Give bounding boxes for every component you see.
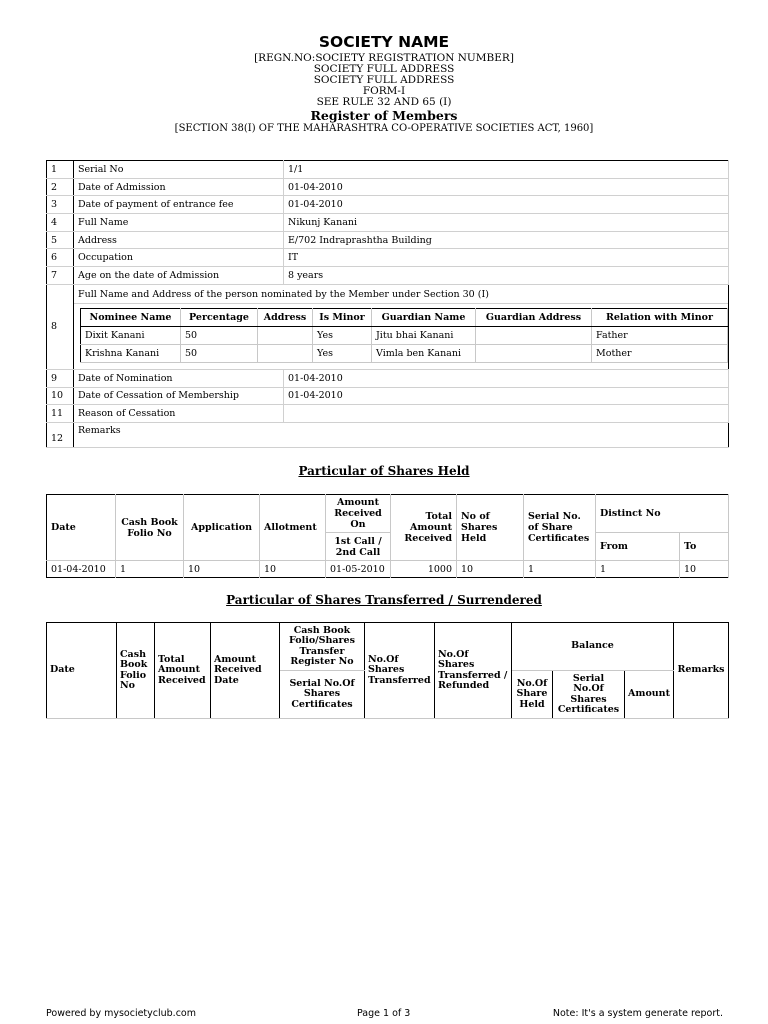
column-header: Application (184, 495, 260, 561)
row-number: 4 (47, 214, 74, 232)
table-row (47, 249, 729, 267)
nominee-address (258, 326, 313, 344)
field-value: 1/1 (284, 161, 729, 179)
nominee-percentage: 50 (181, 326, 258, 344)
registration-number: [REGN.NO:SOCIETY REGISTRATION NUMBER] (254, 52, 514, 64)
row-number: 6 (47, 249, 74, 267)
share-serial-no: 1 (524, 561, 596, 578)
row-number: 10 (47, 387, 74, 405)
field-value: IT (284, 249, 729, 267)
table-row (47, 369, 729, 387)
share-to: 10 (680, 561, 729, 578)
row-number: 9 (47, 369, 74, 387)
field-label: Reason of Cessation (74, 405, 284, 423)
field-value: 01-04-2010 (284, 369, 729, 387)
table-row (47, 387, 729, 405)
column-header: Date (47, 495, 116, 561)
field-label: Date of Cessation of Membership (74, 387, 284, 405)
nominee-name: Dixit Kanani (81, 326, 181, 344)
field-value: 8 years (284, 267, 729, 285)
column-header: From (596, 533, 680, 561)
relation-with-minor: Mother (592, 344, 728, 362)
field-value: E/702 Indraprashtha Building (284, 231, 729, 249)
nominee-cell (74, 284, 729, 369)
column-header: Nominee Name (81, 308, 181, 326)
row-number: 8 (47, 284, 74, 369)
field-value (284, 405, 729, 423)
column-header: No.Of Shares Transferred / Refunded (435, 623, 512, 719)
column-header: Amount (625, 671, 674, 719)
field-label: Date of payment of entrance fee (74, 196, 284, 214)
field-label: Age on the date of Admission (74, 267, 284, 285)
row-number: 11 (47, 405, 74, 423)
nominee-table (80, 308, 728, 363)
column-header: Total Amount Received (391, 495, 457, 561)
field-label: Full Name (74, 214, 284, 232)
field-value: 01-04-2010 (284, 196, 729, 214)
column-header: Address (258, 308, 313, 326)
powered-by: Powered by mysocietyclub.com (46, 1008, 196, 1019)
column-header: Total Amount Received (155, 623, 211, 719)
society-address-line-1: SOCIETY FULL ADDRESS (313, 63, 455, 75)
remarks-label: Remarks (74, 422, 729, 447)
column-header: Amount Received Date (211, 623, 280, 719)
table-row (47, 267, 729, 285)
remarks-row (47, 422, 729, 447)
field-label: Occupation (74, 249, 284, 267)
column-header: Cash Book Folio No (116, 495, 184, 561)
table-row (47, 178, 729, 196)
shares-header-row (47, 495, 729, 533)
share-count: 10 (457, 561, 524, 578)
column-header: Remarks (674, 623, 729, 719)
row-number: 1 (47, 161, 74, 179)
share-total-amount: 1000 (391, 561, 457, 578)
register-title: Register of Members (310, 108, 458, 123)
share-from: 1 (596, 561, 680, 578)
report-note: Note: It's a system generate report. (552, 1008, 723, 1019)
column-header: No of Shares Held (457, 495, 524, 561)
row-number: 5 (47, 231, 74, 249)
shares-held-title: Particular of Shares Held (298, 464, 470, 478)
share-date: 01-04-2010 (47, 561, 116, 578)
table-row (47, 231, 729, 249)
guardian-address (476, 326, 592, 344)
nominee-caption: Full Name and Address of the person nominated by the Member under Section 30 (I) (74, 287, 728, 304)
column-header: Cash Book Folio/Shares Transfer Register No (280, 623, 365, 671)
column-header: Allotment (260, 495, 326, 561)
column-header: Guardian Name (372, 308, 476, 326)
shares-held-table (46, 494, 729, 578)
column-header: 1st Call / 2nd Call (326, 533, 391, 561)
row-number: 2 (47, 178, 74, 196)
nominee-percentage: 50 (181, 344, 258, 362)
column-header: Is Minor (313, 308, 372, 326)
column-header: Serial No. of Share Certificates (524, 495, 596, 561)
row-number: 7 (47, 267, 74, 285)
table-row (81, 326, 728, 344)
table-row (47, 161, 729, 179)
row-number: 12 (47, 422, 74, 447)
column-header: Serial No.Of Shares Certificates (280, 671, 365, 719)
relation-with-minor: Father (592, 326, 728, 344)
field-value: Nikunj Kanani (284, 214, 729, 232)
nominee-name: Krishna Kanani (81, 344, 181, 362)
nominee-is-minor: Yes (313, 344, 372, 362)
table-row (47, 405, 729, 423)
share-application: 10 (184, 561, 260, 578)
column-header: Balance (512, 623, 674, 671)
page-number: Page 1 of 3 (357, 1008, 411, 1019)
share-allotment: 10 (260, 561, 326, 578)
table-row (47, 561, 729, 578)
guardian-name: Jitu bhai Kanani (372, 326, 476, 344)
field-label: Serial No (74, 161, 284, 179)
shares-transferred-title: Particular of Shares Transferred / Surrendered (226, 593, 542, 607)
field-label: Address (74, 231, 284, 249)
guardian-address (476, 344, 592, 362)
column-header: Date (47, 623, 117, 719)
nominee-is-minor: Yes (313, 326, 372, 344)
form-number: FORM-I (362, 85, 406, 97)
transfer-header-row (47, 623, 729, 671)
nominee-address (258, 344, 313, 362)
column-header: Percentage (181, 308, 258, 326)
act-section: [SECTION 38(I) OF THE MAHARASHTRA CO-OPERATIVE SOCIETIES ACT, 1960] (174, 123, 594, 134)
column-header: Amount Received On (326, 495, 391, 533)
society-name: SOCIETY NAME (318, 33, 450, 51)
field-value: 01-04-2010 (284, 387, 729, 405)
field-label: Date of Nomination (74, 369, 284, 387)
column-header: No.Of Share Held (512, 671, 553, 719)
column-header: Relation with Minor (592, 308, 728, 326)
column-header: Serial No.Of Shares Certificates (553, 671, 625, 719)
nominee-header-row (81, 308, 728, 326)
shares-transferred-table (46, 622, 729, 719)
table-row (47, 196, 729, 214)
field-label: Date of Admission (74, 178, 284, 196)
column-header: To (680, 533, 729, 561)
rule-reference: SEE RULE 32 AND 65 (I) (316, 96, 452, 108)
member-details-table (46, 160, 729, 448)
column-header: Distinct No (596, 495, 729, 533)
nominee-row (47, 284, 729, 369)
table-row (47, 214, 729, 232)
column-header: Guardian Address (476, 308, 592, 326)
share-cash-book: 1 (116, 561, 184, 578)
table-row (81, 344, 728, 362)
society-address-line-2: SOCIETY FULL ADDRESS (313, 74, 455, 86)
share-call-date: 01-05-2010 (326, 561, 391, 578)
guardian-name: Vimla ben Kanani (372, 344, 476, 362)
column-header: Cash Book Folio No (117, 623, 155, 719)
field-value: 01-04-2010 (284, 178, 729, 196)
row-number: 3 (47, 196, 74, 214)
column-header: No.Of Shares Transferred (365, 623, 435, 719)
